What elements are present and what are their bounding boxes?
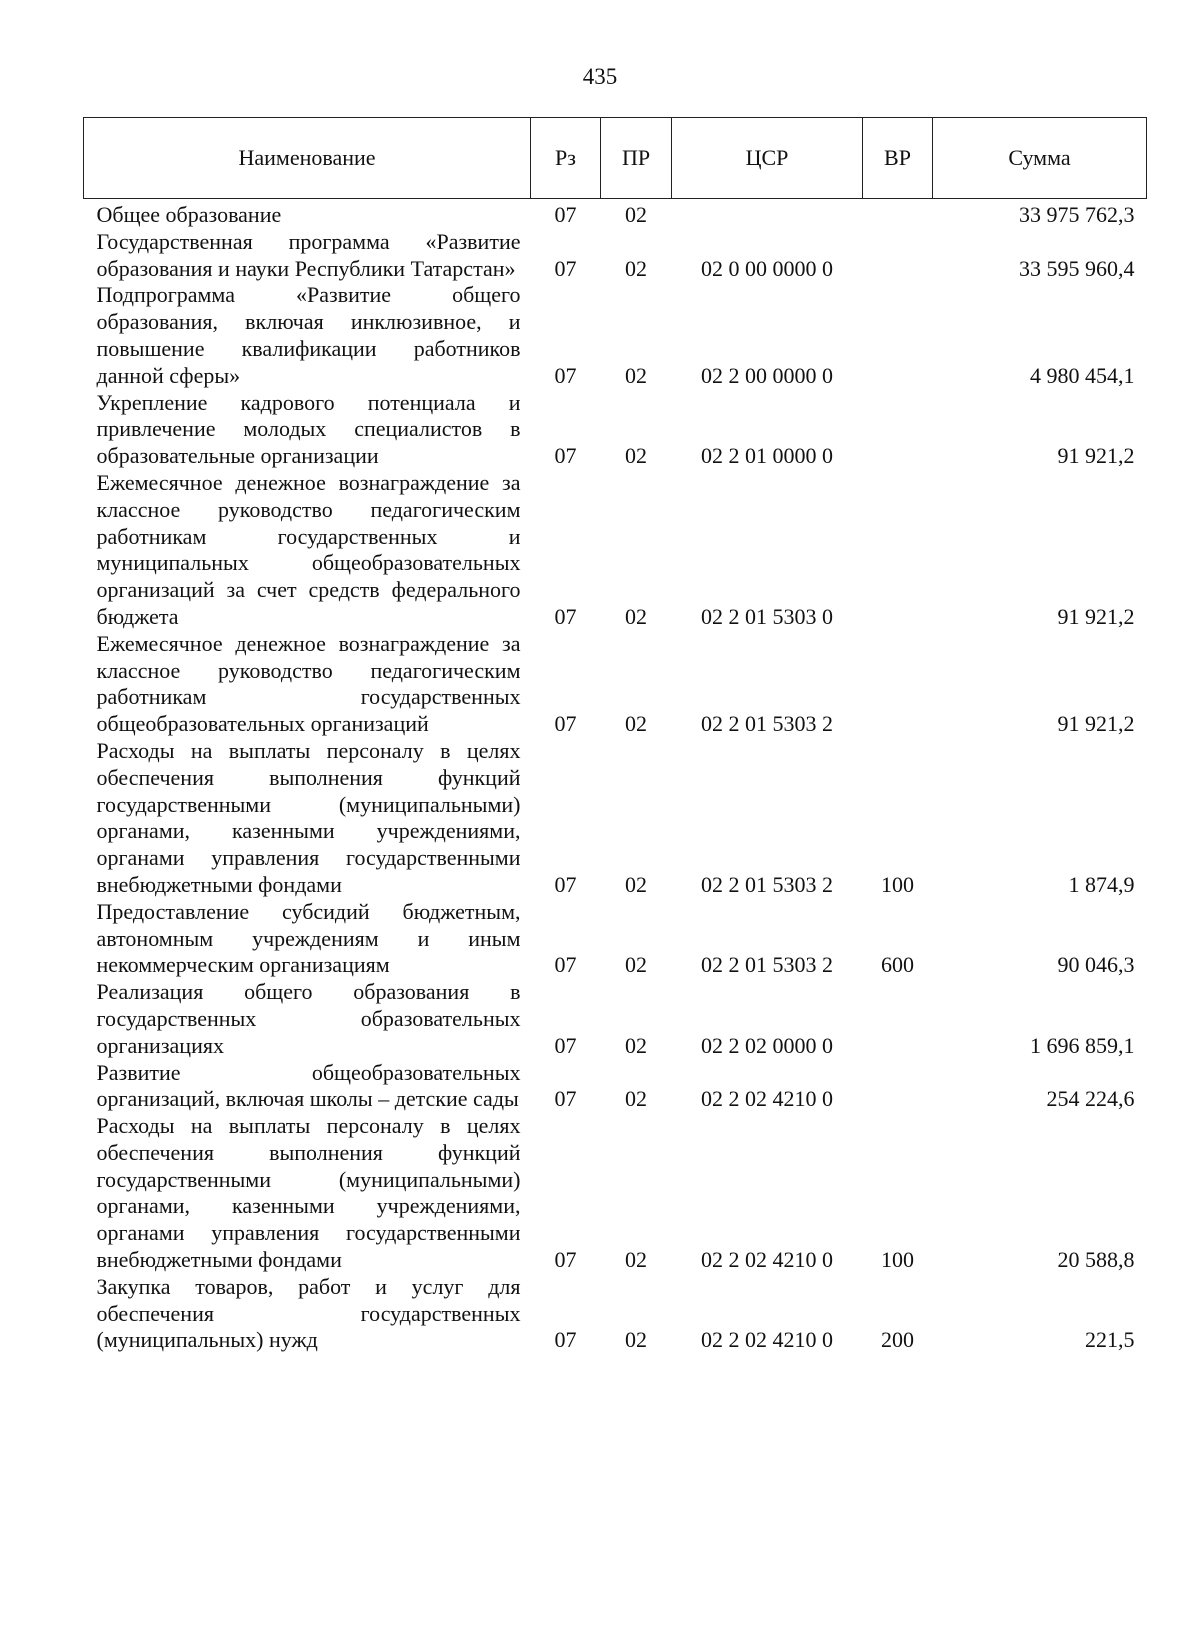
row-vr: 200: [881, 1327, 914, 1353]
table-row: [84, 899, 1147, 979]
row-csr: 02 0 00 0000 0: [701, 255, 833, 281]
row-rz: 07: [554, 952, 577, 978]
row-csr: 02 2 00 0000 0: [701, 362, 833, 388]
row-name: Закупка товаров, работ и услуг для обеспечения государственных (муниципальных) нужд: [96, 1273, 521, 1353]
table-row: [84, 229, 1147, 283]
row-csr: 02 2 02 4210 0: [701, 1086, 833, 1112]
header-sum: Сумма: [933, 118, 1147, 199]
row-vr: [863, 1060, 933, 1114]
header-rz: Рз: [531, 118, 601, 199]
row-name: Государственная программа «Развитие образования и науки Республики Татарстан»: [96, 228, 521, 281]
table-row: [84, 390, 1147, 470]
row-rz: 07: [554, 1086, 577, 1112]
table-row: [84, 199, 1147, 229]
row-rz: 07: [554, 871, 577, 897]
row-rz: 07: [554, 202, 577, 227]
row-vr: [863, 470, 933, 631]
row-csr: 02 2 01 5303 2: [701, 952, 833, 978]
row-name: Предоставление субсидий бюджетным, автономным учреждениям и иным некоммерческим организациям: [96, 898, 521, 978]
row-pr: 02: [625, 255, 647, 281]
row-csr: 02 2 01 5303 2: [701, 711, 833, 737]
row-csr: 02 2 02 4210 0: [701, 1327, 833, 1353]
header-pr: ПР: [601, 118, 672, 199]
budget-table: [83, 117, 1147, 1354]
row-pr: 02: [625, 952, 647, 978]
table-body: [84, 199, 1147, 1355]
table-row: [84, 470, 1147, 631]
row-pr: 02: [625, 443, 647, 469]
table-row: [84, 979, 1147, 1059]
row-vr: [863, 229, 933, 283]
row-name: Реализация общего образования в государственных образовательных организациях: [96, 979, 521, 1058]
row-name: Расходы на выплаты персоналу в целях обеспечения выполнения функций государственными (муниципальными) органами, казенными учреждениями, органами управления государственными внебюджетными фондами: [96, 737, 521, 897]
row-csr: 02 2 02 0000 0: [701, 1032, 833, 1058]
page-number: 435: [582, 64, 618, 89]
row-sum: 91 921,2: [1057, 603, 1135, 629]
table-row: [84, 1060, 1147, 1114]
table-row: [84, 631, 1147, 738]
row-pr: 02: [625, 362, 647, 388]
row-name: Расходы на выплаты персоналу в целях обеспечения выполнения функций государственными (муниципальными) органами, казенными учреждениями, органами управления государственными внебюджетными фондами: [96, 1113, 521, 1273]
row-sum: 20 588,8: [1057, 1247, 1135, 1273]
row-pr: 02: [625, 1327, 647, 1353]
row-rz: 07: [554, 603, 577, 629]
row-name: Подпрограмма «Развитие общего образования, включая инклюзивное, и повышение квалификации работников данной сферы»: [96, 282, 521, 388]
header-vr: ВР: [863, 118, 933, 199]
table-row: [84, 738, 1147, 899]
header-name: Наименование: [84, 118, 531, 199]
table-row: [84, 1274, 1147, 1354]
row-sum: 254 224,6: [1046, 1086, 1135, 1112]
row-sum: 33 595 960,4: [1019, 255, 1135, 281]
row-vr: [863, 199, 933, 229]
row-csr: 02 2 01 0000 0: [701, 443, 833, 469]
row-vr: [863, 282, 933, 389]
row-csr: 02 2 01 5303 2: [701, 871, 833, 897]
row-csr: [672, 199, 863, 229]
row-csr: 02 2 01 5303 0: [701, 603, 833, 629]
row-rz: 07: [554, 711, 577, 737]
row-name: Ежемесячное денежное вознаграждение за классное руководство педагогическим работникам государственных общеобразовательных организаций: [96, 630, 521, 737]
row-csr: 02 2 02 4210 0: [701, 1247, 833, 1273]
row-rz: 07: [554, 1247, 577, 1273]
row-sum: 90 046,3: [1057, 952, 1135, 978]
row-pr: 02: [625, 1247, 647, 1273]
row-sum: 91 921,2: [1057, 443, 1135, 469]
row-sum: 221,5: [1085, 1327, 1135, 1353]
row-sum: 1 874,9: [1068, 871, 1135, 897]
row-name: Развитие общеобразовательных организаций, включая школы – детские сады: [96, 1059, 521, 1112]
row-sum: 4 980 454,1: [1030, 362, 1135, 388]
row-vr: 100: [881, 1247, 914, 1273]
row-rz: 07: [554, 255, 577, 281]
table-row: [84, 282, 1147, 389]
row-name: Укрепление кадрового потенциала и привлечение молодых специалистов в образовательные организации: [96, 389, 521, 469]
row-vr: 600: [881, 952, 914, 978]
row-pr: 02: [625, 603, 647, 629]
row-pr: 02: [625, 871, 647, 897]
row-vr: 100: [881, 871, 914, 897]
row-sum: 33 975 762,3: [1019, 202, 1135, 227]
row-rz: 07: [554, 1032, 577, 1058]
row-pr: 02: [625, 202, 647, 227]
row-vr: [863, 631, 933, 738]
row-rz: 07: [554, 443, 577, 469]
header-csr: ЦСР: [672, 118, 863, 199]
row-pr: 02: [625, 1032, 647, 1058]
row-rz: 07: [554, 1327, 577, 1353]
row-pr: 02: [625, 1086, 647, 1112]
row-sum: 1 696 859,1: [1030, 1032, 1135, 1058]
row-name: Ежемесячное денежное вознаграждение за классное руководство педагогическим работникам государственных и муниципальных общеобразовательных организаций за счет средств федерального бюджета: [96, 469, 521, 629]
row-rz: 07: [554, 362, 577, 388]
row-name: Общее образование: [96, 202, 282, 227]
table-header: [84, 118, 1147, 199]
row-sum: 91 921,2: [1057, 711, 1135, 737]
header-row: [84, 118, 1147, 199]
row-vr: [863, 979, 933, 1059]
row-vr: [863, 390, 933, 470]
row-pr: 02: [625, 711, 647, 737]
table-row: [84, 1113, 1147, 1274]
